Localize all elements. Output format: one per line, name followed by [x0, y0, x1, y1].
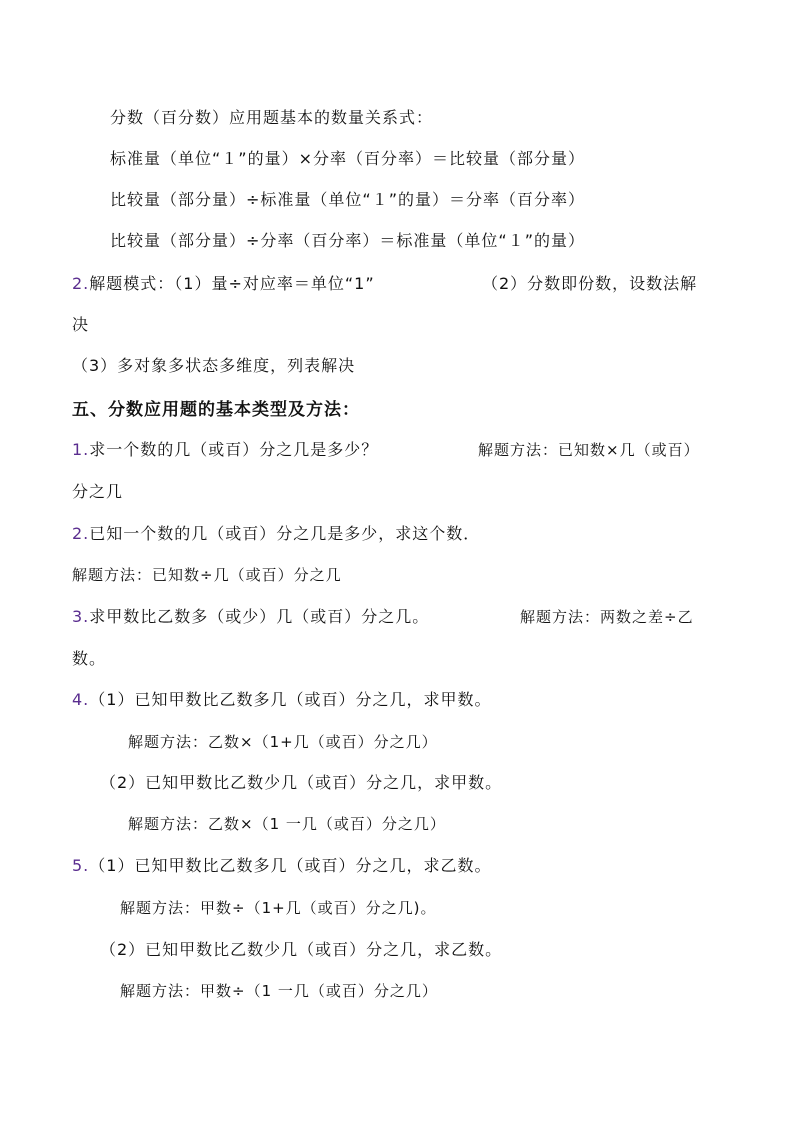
type-3-text: 求甲数比乙数多（或少）几（或百）分之几。	[89, 607, 430, 626]
type-2-method: 解题方法：已知数÷几（或百）分之几	[72, 566, 342, 584]
type-3-question	[72, 607, 429, 627]
type-5-question-1	[72, 856, 491, 876]
type-5-text-1: （1）已知甲数比乙数多几（或百）分之几，求乙数。	[89, 856, 492, 875]
type-2-text: 已知一个数的几（或百）分之几是多少，求这个数．	[89, 524, 481, 543]
formula-3: 比较量（部分量）÷分率（百分率）＝标准量（单位“１”的量）	[110, 231, 585, 250]
type-3-method-cont: 数。	[72, 649, 107, 668]
type-1-method: 解题方法：已知数×几（或百）	[478, 441, 700, 459]
mode-text-d: （3）多对象多状态多维度，列表解决	[72, 356, 356, 375]
mode-text-b: （2）分数即份数，设数法解	[482, 274, 698, 293]
type-4-number: 4.	[72, 690, 90, 709]
type-2-number: 2.	[72, 524, 90, 543]
type-3-number: 3.	[72, 607, 90, 626]
mode-line	[72, 274, 375, 294]
type-4-method-2: 解题方法：乙数×（1 一几（或百）分之几）	[128, 815, 446, 833]
type-2-question	[72, 524, 480, 544]
type-1-number: 1.	[72, 440, 90, 459]
formula-1: 标准量（单位“１”的量）×分率（百分率）＝比较量（部分量）	[110, 149, 585, 168]
type-4-method-1: 解题方法：乙数×（1+几（或百）分之几）	[128, 733, 438, 751]
mode-number: 2.	[72, 274, 90, 293]
type-5-question-2: （2）已知甲数比乙数少几（或百）分之几，求乙数。	[100, 940, 503, 959]
type-1-method-cont: 分之几	[72, 482, 124, 501]
type-5-method-2: 解题方法：甲数÷（1 一几（或百）分之几）	[120, 982, 438, 1000]
section-heading: 五、分数应用题的基本类型及方法：	[72, 400, 360, 420]
type-4-question-2: （2）已知甲数比乙数少几（或百）分之几，求甲数。	[100, 773, 503, 792]
formula-2: 比较量（部分量）÷标准量（单位“１”的量）＝分率（百分率）	[110, 190, 585, 209]
type-1-question	[72, 440, 378, 460]
mode-text-a: 解题模式：（1）量÷对应率＝单位“1”	[89, 274, 375, 293]
type-4-text-1: （1）已知甲数比乙数多几（或百）分之几，求甲数。	[89, 690, 492, 709]
type-4-question-1	[72, 690, 491, 710]
mode-text-c: 决	[72, 315, 90, 334]
formula-intro: 分数（百分数）应用题基本的数量关系式：	[110, 108, 434, 127]
type-1-text: 求一个数的几（或百）分之几是多少？	[89, 440, 379, 459]
type-3-method: 解题方法：两数之差÷乙	[520, 608, 694, 626]
type-5-method-1: 解题方法：甲数÷（1+几（或百）分之几)。	[120, 899, 437, 917]
type-5-number: 5.	[72, 856, 90, 875]
